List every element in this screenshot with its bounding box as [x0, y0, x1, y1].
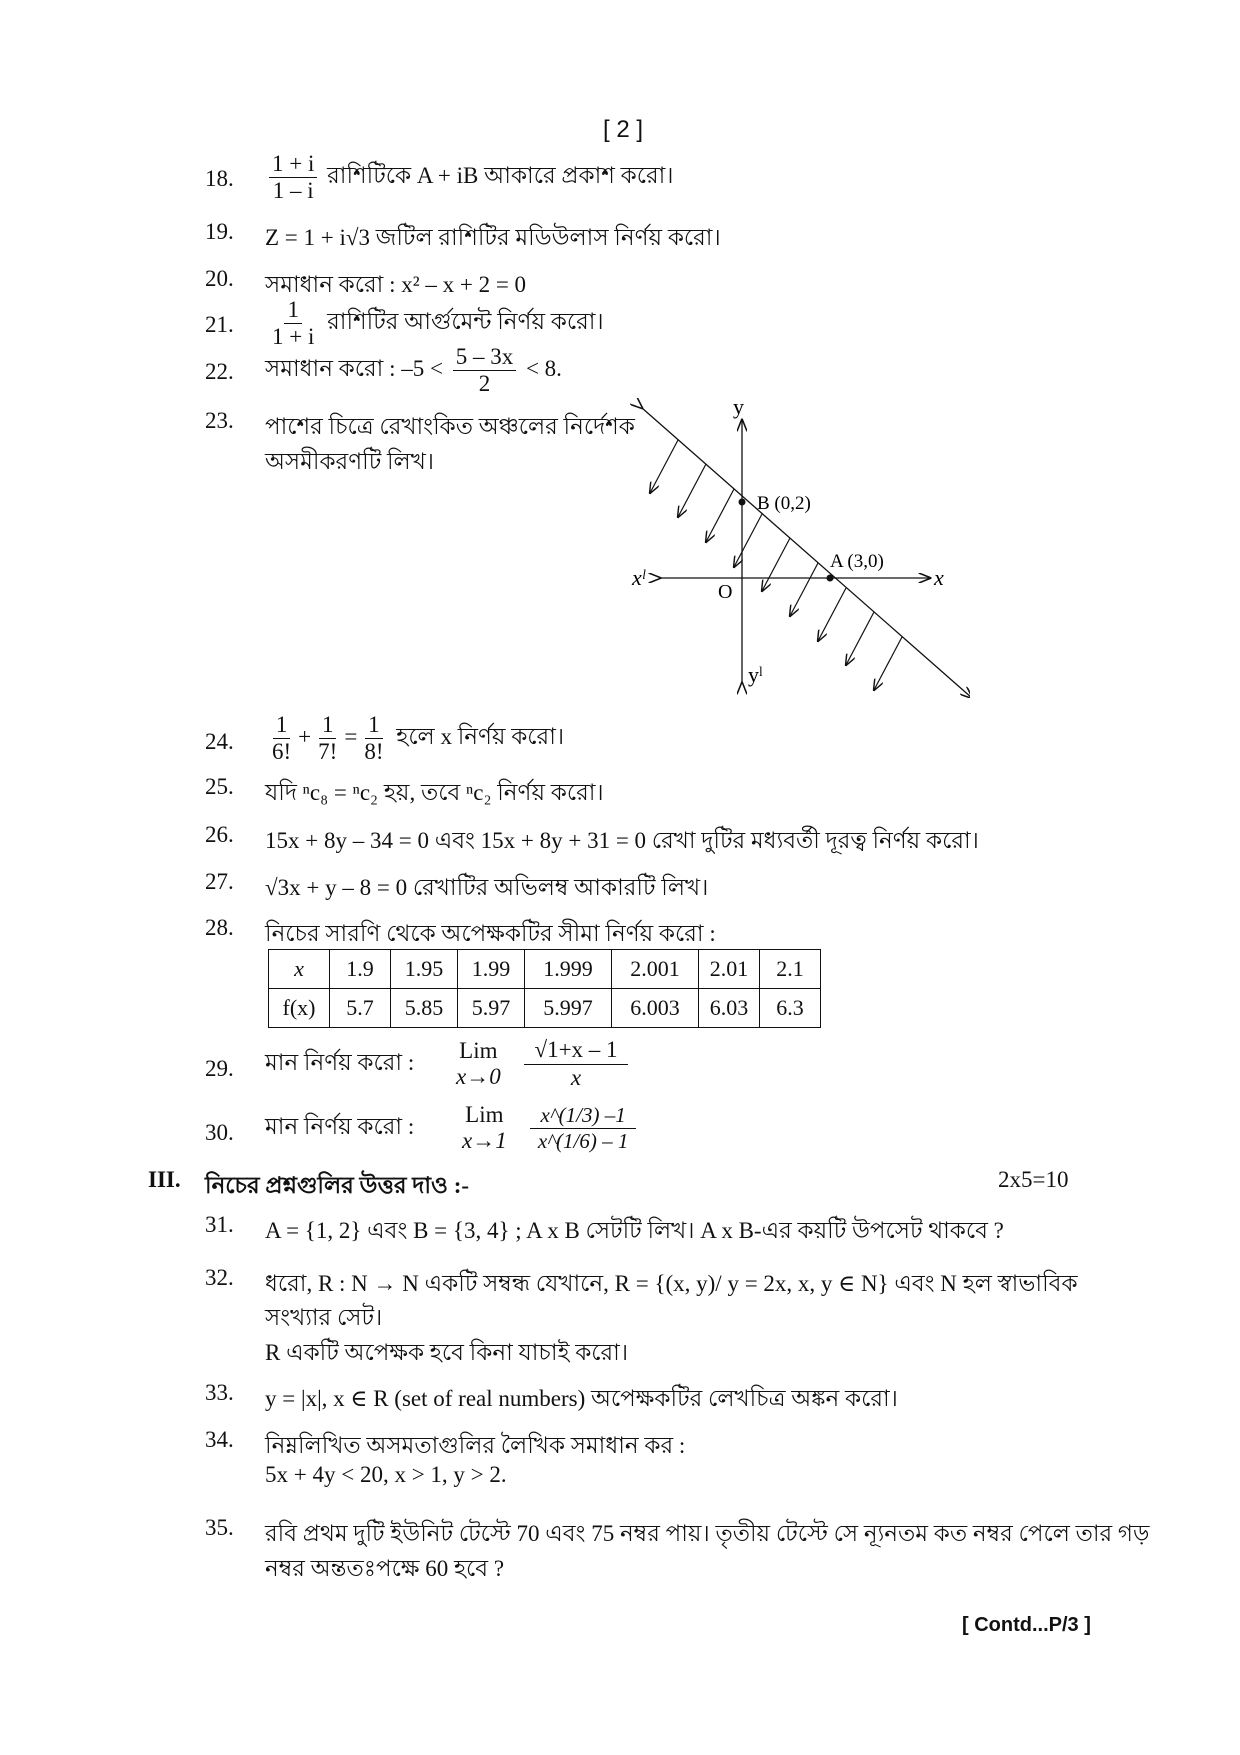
q25-number: 25. — [205, 774, 234, 799]
q35-line2: নম্বর অন্ততঃপক্ষে 60 হবে ? — [265, 1556, 505, 1581]
q18 — [265, 152, 674, 203]
q30-fraction — [530, 1104, 635, 1152]
q27-text: √3x + y – 8 = 0 রেখাটির অভিলম্ব আকারটি লিখ। — [265, 875, 709, 900]
q21-number: 21. — [205, 312, 234, 337]
section-marks: 2x5=10 — [998, 1167, 1069, 1192]
q29-frac-den: x — [570, 1065, 582, 1091]
table-cell: 1.9 — [330, 950, 391, 989]
q30-text: মান নির্ণয় করো : — [265, 1113, 415, 1139]
q29-lim-sub: x→0 — [455, 1064, 501, 1090]
q22-frac-num: 5 – 3x — [453, 345, 517, 371]
q29-lim-word: Lim — [459, 1038, 498, 1063]
q19-number: 19. — [205, 219, 234, 244]
table-cell: 2.1 — [760, 950, 821, 989]
q30-number: 30. — [205, 1120, 234, 1145]
label-y-neg: yˡ — [748, 662, 763, 687]
q30-lim-sub: x→1 — [461, 1128, 507, 1154]
q24-frac-3 — [361, 713, 386, 764]
q30-limit — [462, 1102, 507, 1155]
q30-frac-den: x^(1/6) – 1 — [537, 1129, 629, 1154]
q21-text: রাশিটির আর্গুমেন্ট নির্ণয় করো। — [327, 308, 604, 334]
table-cell: 5.7 — [330, 989, 391, 1028]
table-cell: 1.95 — [391, 950, 458, 989]
q23-number: 23. — [205, 408, 234, 433]
table-cell: 6.03 — [699, 989, 760, 1028]
q35-number: 35. — [205, 1515, 234, 1540]
q29-fraction — [524, 1038, 627, 1090]
boundary-line — [642, 408, 970, 698]
q28-text: নিচের সারণি থেকে অপেক্ষকটির সীমা নির্ণয় করো : — [265, 921, 716, 946]
section-roman: III. — [148, 1167, 181, 1192]
q34-line1: নিম্নলিখিত অসমতাগুলির লৈখিক সমাধান কর : — [265, 1433, 686, 1458]
q24-number: 24. — [205, 729, 234, 754]
q35-line1: রবি প্রথম দুটি ইউনিট টেস্টে 70 এবং 75 নম্বর পায়। তৃতীয় টেস্টে সে ন্যূনতম কত নম্বর পেলে তার গড় — [265, 1521, 1150, 1546]
table-cell: 2.01 — [699, 950, 760, 989]
table-cell: 1.99 — [458, 950, 525, 989]
q30-frac-num: x^(1/3) –1 — [530, 1104, 635, 1129]
point-a — [827, 575, 834, 582]
q31-text: A = {1, 2} এবং B = {3, 4} ; A x B সেটটি লিখ। A x B-এর কয়টি উপসেট থাকবে ? — [265, 1218, 1004, 1243]
q21 — [265, 298, 604, 349]
q18-number: 18. — [205, 166, 234, 191]
inequality-graph — [630, 398, 970, 698]
table-cell: 1.999 — [525, 950, 612, 989]
label-x: x — [934, 565, 944, 590]
q20-number: 20. — [205, 266, 234, 291]
q32-number: 32. — [205, 1265, 234, 1290]
section-heading: নিচের প্রশ্নগুলির উত্তর দাও :- — [205, 1173, 470, 1198]
q29-number: 29. — [205, 1056, 234, 1081]
label-a: A (3,0) — [830, 551, 884, 572]
table-cell: 5.97 — [458, 989, 525, 1028]
q24: $\frac{1}{6!}$ + $\frac{1}{7!}$ = $\frac{1}{8!}$ হলে x নির্ণয় করো। — [265, 713, 564, 764]
q22-pre: সমাধান করো : –5 < — [265, 355, 443, 381]
label-b: B (0,2) — [757, 493, 811, 514]
q22 — [265, 345, 562, 396]
q22-fraction — [453, 345, 517, 396]
label-y: y — [733, 398, 744, 419]
q24-f2-num: 1 — [319, 713, 337, 739]
q33-number: 33. — [205, 1380, 234, 1405]
table-cell: 6.003 — [612, 989, 699, 1028]
q26-text: 15x + 8y – 34 = 0 এবং 15x + 8y + 31 = 0 রেখা দুটির মধ্যবর্তী দূরত্ব নির্ণয় করো। — [265, 828, 979, 853]
q32-line2: সংখ্যার সেট। — [265, 1305, 383, 1330]
q18-frac-num: 1 + i — [269, 152, 317, 178]
q32-line3: R একটি অপেক্ষক হবে কিনা যাচাই করো। — [265, 1340, 629, 1365]
q29 — [265, 1038, 632, 1091]
q30 — [265, 1102, 640, 1155]
q27-number: 27. — [205, 869, 234, 894]
page-number: [ 2 ] — [603, 116, 644, 143]
q20-text: সমাধান করো : x² – x + 2 = 0 — [265, 272, 527, 297]
table-cell: 5.85 — [391, 989, 458, 1028]
q21-frac-den: 1 + i — [272, 324, 315, 350]
table-row-x — [269, 950, 821, 989]
values-table — [268, 949, 821, 1028]
label-origin: O — [718, 581, 733, 603]
q22-post: < 8. — [525, 355, 562, 381]
q28-number: 28. — [205, 915, 234, 940]
q34-line2: 5x + 4y < 20, x > 1, y > 2. — [265, 1462, 507, 1487]
q24-frac-2 — [315, 713, 340, 764]
q25-text: যদি ⁿc₈ = ⁿc₂ হয়, তবে ⁿc₂ নির্ণয় করো। — [265, 780, 604, 805]
q33-text: y = |x|, x ∈ R (set of real numbers) অপেক্ষকটির লেখচিত্র অঙ্কন করো। — [265, 1386, 898, 1411]
q24-text: হলে x নির্ণয় করো। — [396, 723, 565, 749]
table-cell: 6.3 — [760, 989, 821, 1028]
q24-f2-den: 7! — [318, 739, 338, 765]
q34-number: 34. — [205, 1427, 234, 1452]
q19-text: Z = 1 + i√3 জটিল রাশিটির মডিউলাস নির্ণয় করো। — [265, 225, 721, 250]
table-row-fx — [269, 989, 821, 1028]
q30-lim-word: Lim — [465, 1102, 504, 1127]
q26-number: 26. — [205, 822, 234, 847]
table-cell: 2.001 — [612, 950, 699, 989]
q21-fraction — [269, 298, 317, 349]
q18-fraction — [269, 152, 317, 203]
footer-continued: [ Contd...P/3 ] — [962, 1614, 1091, 1636]
q24-f1-num: 1 — [273, 713, 291, 739]
q18-frac-den: 1 – i — [272, 178, 314, 204]
q24-frac-1 — [269, 713, 294, 764]
point-b — [739, 499, 746, 506]
q22-frac-den: 2 — [478, 371, 491, 397]
q18-text: রাশিটিকে A + iB আকারে প্রকাশ করো। — [327, 162, 674, 188]
q22-number: 22. — [205, 359, 234, 384]
q29-frac-num: √1+x – 1 — [524, 1038, 627, 1065]
q29-text: মান নির্ণয় করো : — [265, 1049, 415, 1075]
q24-f3-den: 8! — [364, 739, 384, 765]
q23-line1: পাশের চিত্রে রেখাংকিত অঞ্চলের নির্দেশক — [265, 414, 635, 439]
table-cell: x — [269, 950, 330, 989]
q24-f3-num: 1 — [365, 713, 383, 739]
table-cell: f(x) — [269, 989, 330, 1028]
q21-frac-num: 1 — [284, 298, 302, 324]
q23-line2: অসমীকরণটি লিখ। — [265, 449, 435, 474]
label-x-neg: xˡ — [632, 565, 645, 590]
table-cell: 5.997 — [525, 989, 612, 1028]
q24-f1-den: 6! — [272, 739, 292, 765]
q29-limit — [456, 1038, 501, 1091]
q32-line1: ধরো, R : N → N একটি সম্বন্ধ যেখানে, R = {(x, y)/ y = 2x, x, y ∈ N} এবং N হল স্বাভাবিক — [265, 1271, 1078, 1296]
q31-number: 31. — [205, 1212, 234, 1237]
